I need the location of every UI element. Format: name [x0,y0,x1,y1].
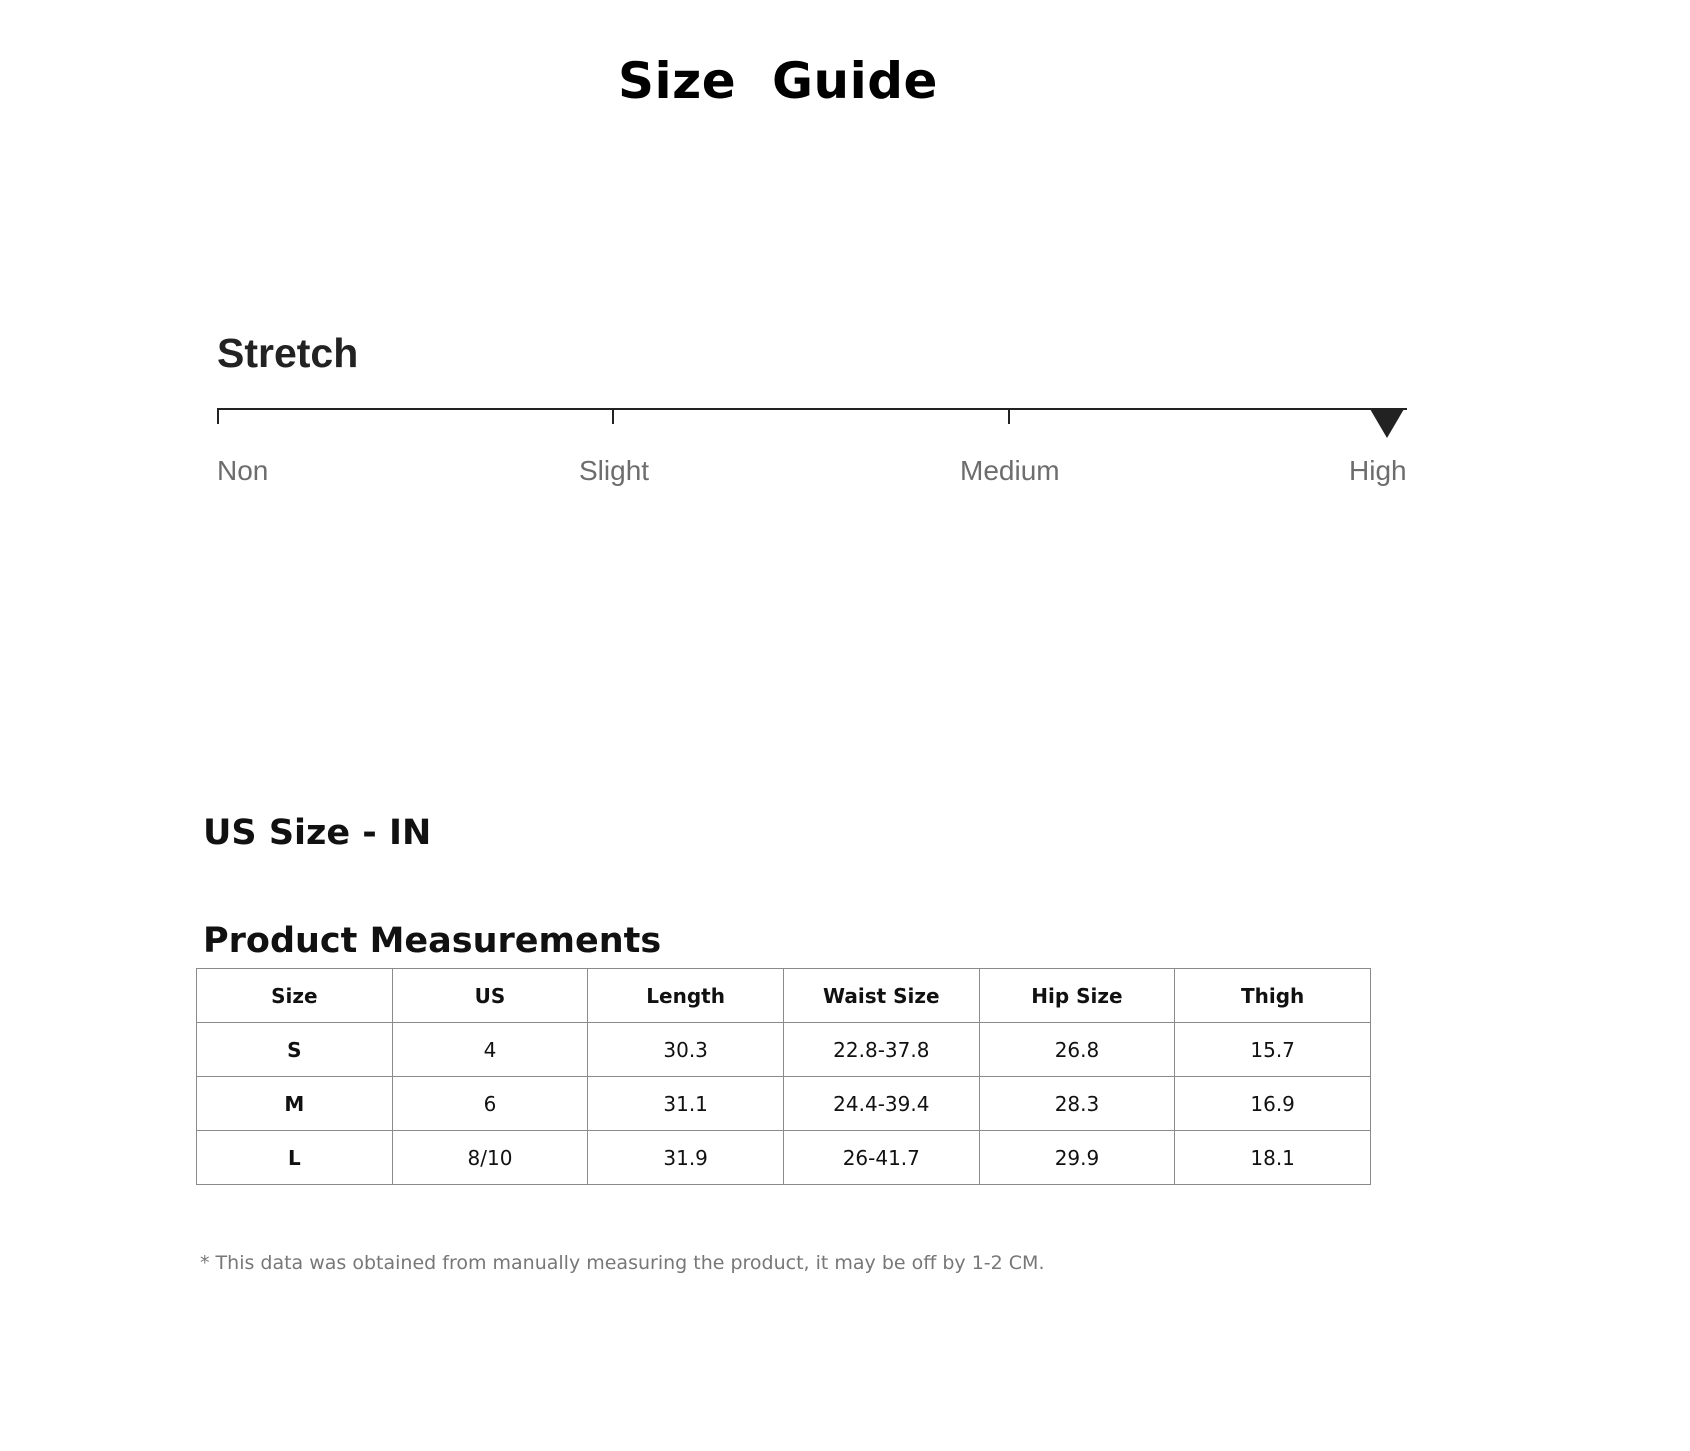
table-cell-size: S [197,1023,393,1077]
table-cell-thigh: 15.7 [1175,1023,1371,1077]
table-cell-size: M [197,1077,393,1131]
table-cell-us: 6 [392,1077,588,1131]
table-cell-waist: 22.8-37.8 [783,1023,979,1077]
stretch-tick-slight [612,408,614,424]
stretch-scale-line [217,408,1407,410]
measurements-heading: Product Measurements [203,921,662,961]
column-header-length: Length [588,969,784,1023]
table-cell-length: 30.3 [588,1023,784,1077]
table-cell-hip: 28.3 [979,1077,1175,1131]
table-cell-length: 31.1 [588,1077,784,1131]
table-cell-us: 8/10 [392,1131,588,1185]
table-cell-hip: 29.9 [979,1131,1175,1185]
table-cell-thigh: 18.1 [1175,1131,1371,1185]
table-row [197,1023,1371,1077]
table-row [197,1131,1371,1185]
stretch-heading: Stretch [217,330,359,376]
column-header-waist: Waist Size [783,969,979,1023]
stretch-label-medium: Medium [960,455,1060,486]
table-row [197,1077,1371,1131]
column-header-size: Size [197,969,393,1023]
stretch-level-marker-icon [1370,409,1404,438]
unit-heading: US Size - IN [203,813,432,853]
table-cell-size: L [197,1131,393,1185]
table-cell-us: 4 [392,1023,588,1077]
column-header-thigh: Thigh [1175,969,1371,1023]
table-cell-waist: 26-41.7 [783,1131,979,1185]
measurements-table [196,968,1371,1185]
table-cell-waist: 24.4-39.4 [783,1077,979,1131]
column-header-hip: Hip Size [979,969,1175,1023]
table-cell-length: 31.9 [588,1131,784,1185]
table-cell-thigh: 16.9 [1175,1077,1371,1131]
measurement-footnote: * This data was obtained from manually measuring the product, it may be off by 1-2 CM. [200,1252,1045,1274]
stretch-label-non: Non [217,455,269,486]
table-header-row [197,969,1371,1023]
table-cell-hip: 26.8 [979,1023,1175,1077]
stretch-label-high: High [1349,455,1407,486]
stretch-tick-non [217,408,219,424]
stretch-label-slight: Slight [579,455,650,486]
column-header-us: US [392,969,588,1023]
page-title: Size Guide [618,52,938,110]
stretch-tick-medium [1008,408,1010,424]
